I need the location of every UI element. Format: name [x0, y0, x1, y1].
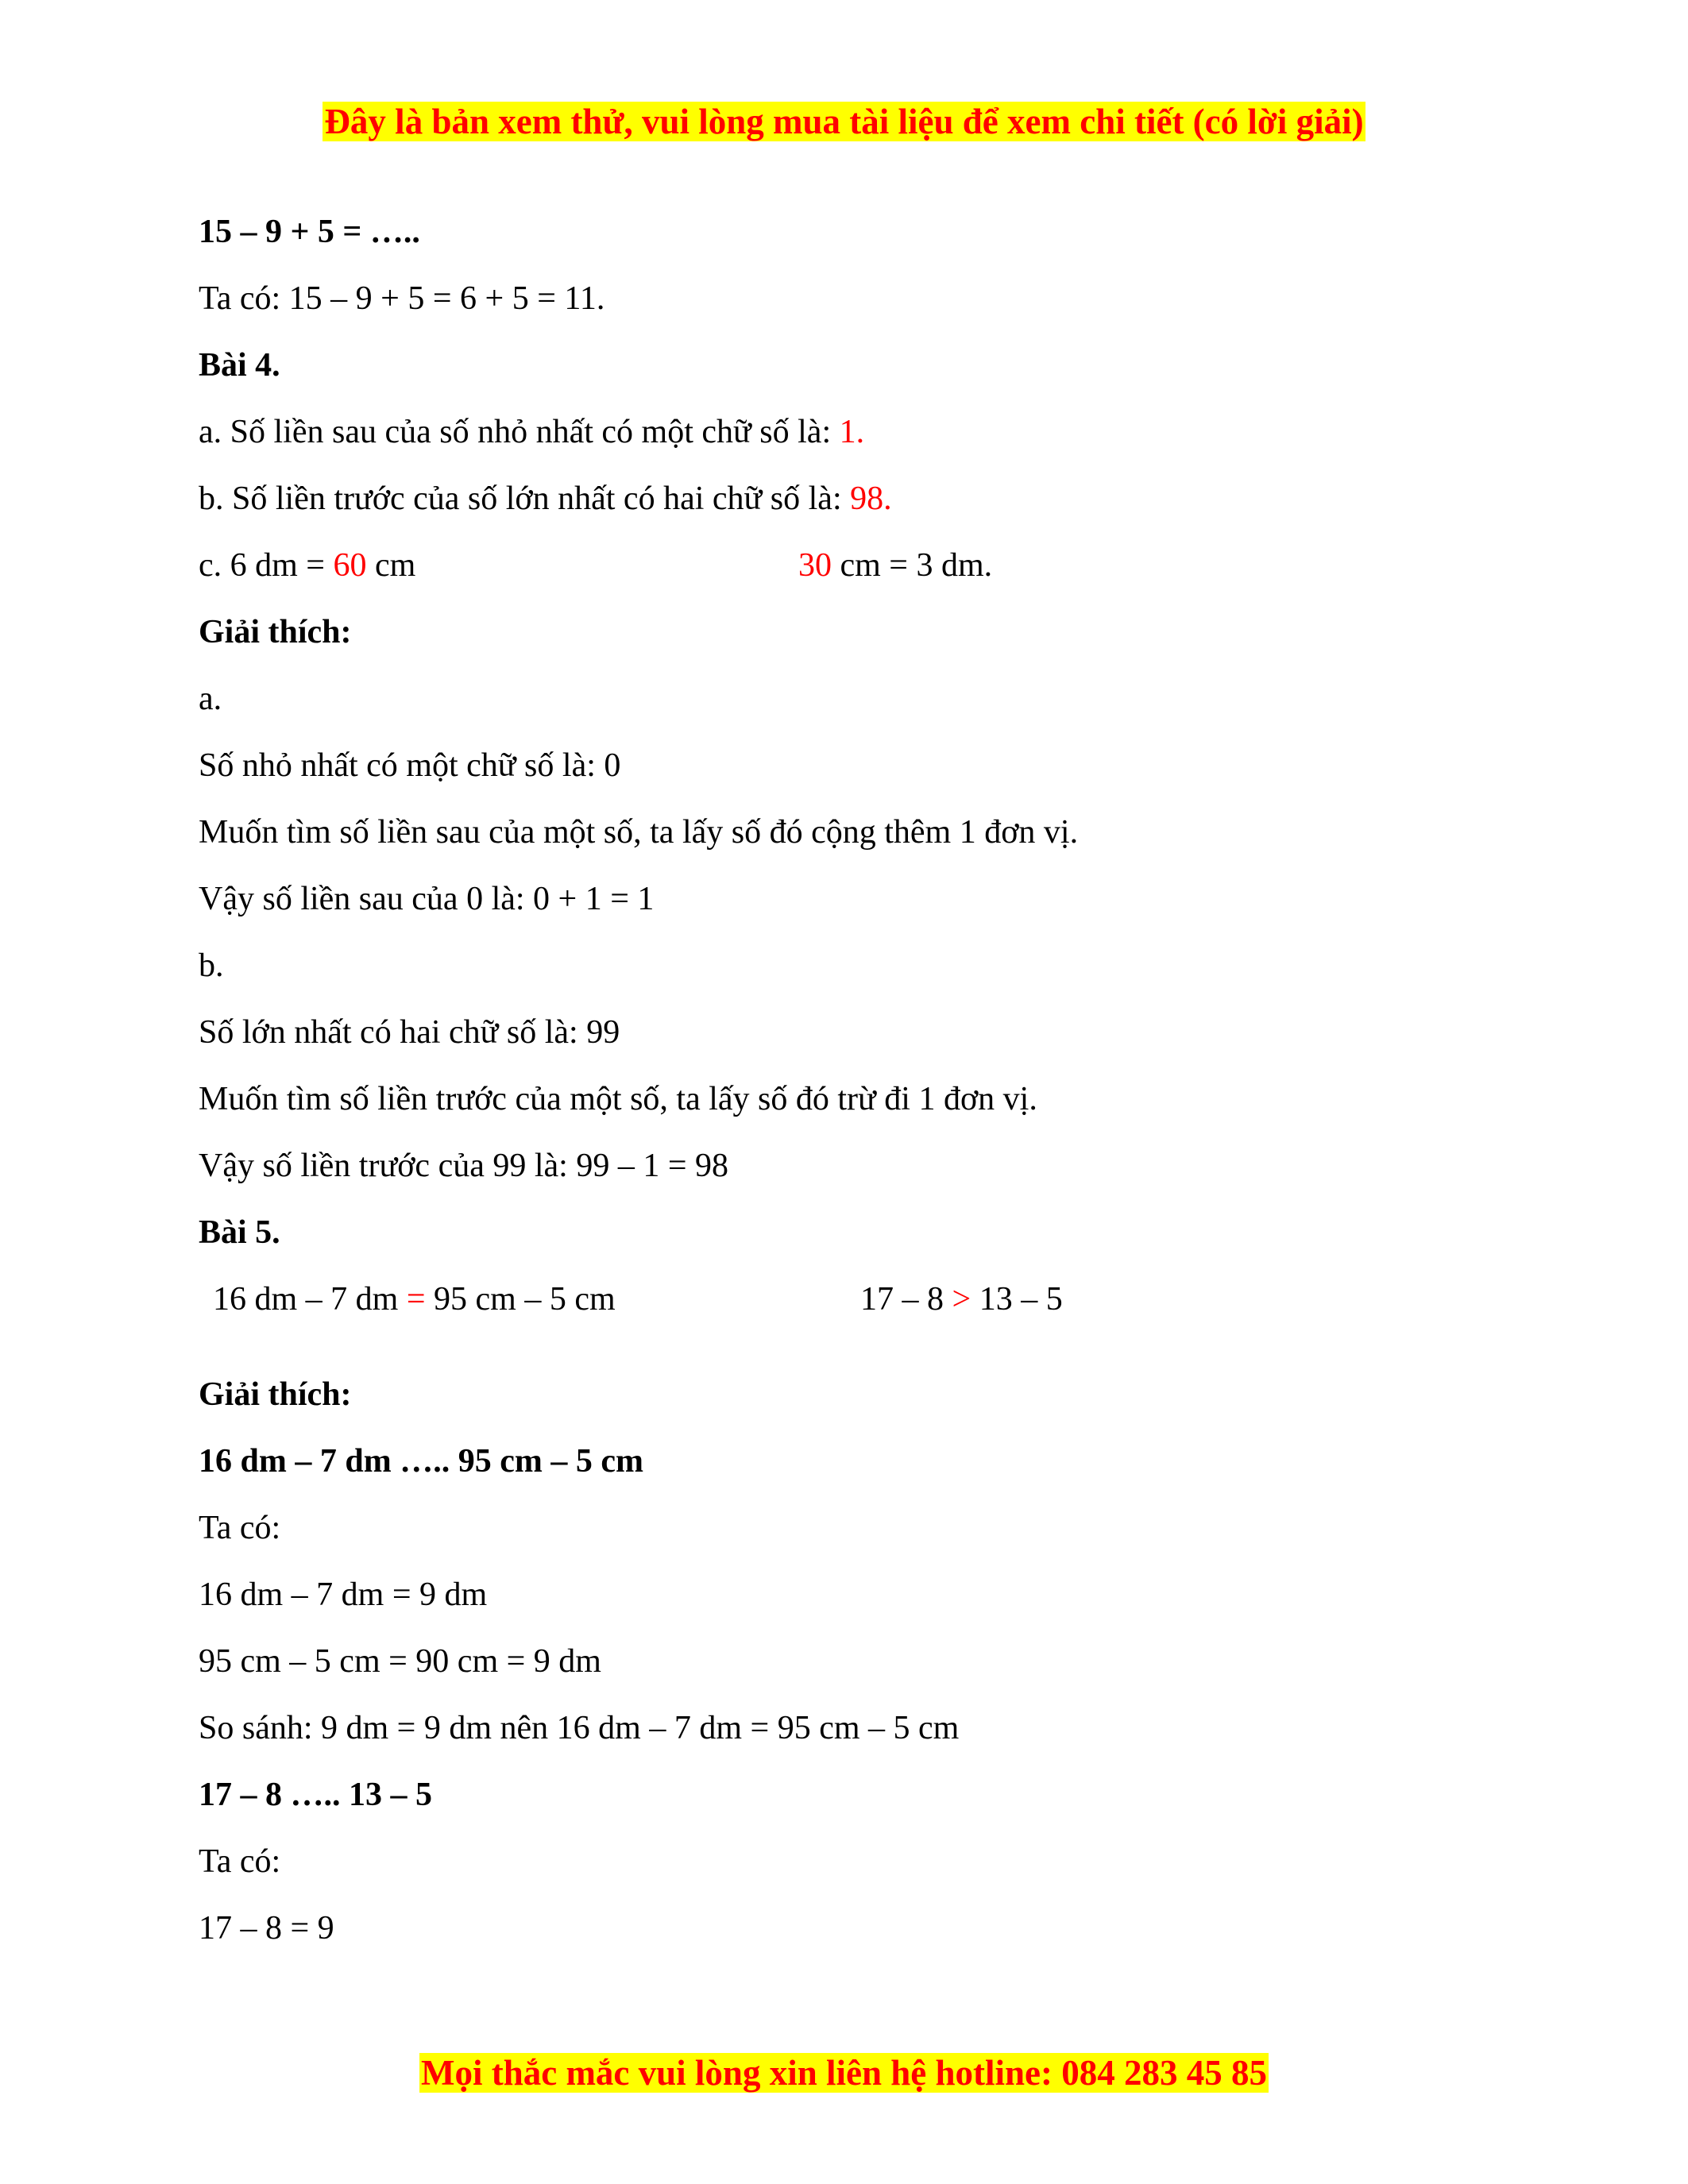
bai4-title: Bài 4.	[199, 347, 280, 384]
bai5-part2-line: 17 – 8 = 9	[199, 1910, 334, 1947]
bai5-right-answer	[860, 1266, 1063, 1333]
bai4-c-right-answer: 30	[798, 547, 832, 584]
bai3-expression: 15 – 9 + 5 = …..	[199, 214, 420, 250]
bai5-right-post: 13 – 5	[971, 1281, 1063, 1318]
bai5-part1-line: Ta có:	[199, 1510, 281, 1546]
preview-notice-banner	[0, 99, 1688, 144]
spacer	[199, 1333, 1509, 1361]
bai4-explain-line: Muốn tìm số liền sau của một số, ta lấy số đó cộng thêm 1 đơn vị.	[199, 814, 1079, 851]
bai4-c-left-pre: c. 6 dm =	[199, 547, 334, 584]
bai5-left-post: 95 cm – 5 cm	[425, 1281, 616, 1318]
bai5-part2-line: Ta có:	[199, 1843, 281, 1880]
bai4-explain-line: Muốn tìm số liền trước của một số, ta lấy số đó trừ đi 1 đơn vị.	[199, 1081, 1037, 1117]
bai4-explain-line: a.	[199, 681, 222, 717]
bai5-part2-title: 17 – 8 ….. 13 – 5	[199, 1777, 432, 1813]
bai4-explain-line: Số nhỏ nhất có một chữ số là: 0	[199, 747, 621, 784]
bai4-explain-line: Vậy số liền sau của 0 là: 0 + 1 = 1	[199, 881, 655, 917]
preview-notice-text: Đây là bản xem thử, vui lòng mua tài liệu để xem chi tiết (có lời giải)	[324, 102, 1364, 141]
bai5-right-pre: 17 – 8	[860, 1281, 952, 1318]
bai5-right-sign: >	[952, 1281, 971, 1318]
bai5-explain-title: Giải thích:	[199, 1376, 352, 1413]
bai4-explain-line: Số lớn nhất có hai chữ số là: 99	[199, 1014, 620, 1051]
bai4-c-right	[798, 532, 992, 599]
hotline-banner	[0, 2051, 1688, 2095]
bai4-explain-title: Giải thích:	[199, 614, 352, 650]
bai5-left-answer	[199, 1281, 616, 1318]
bai5-part1-line: 16 dm – 7 dm = 9 dm	[199, 1576, 488, 1613]
bai5-title: Bài 5.	[199, 1214, 280, 1251]
bai3-solution: Ta có: 15 – 9 + 5 = 6 + 5 = 11.	[199, 280, 605, 317]
bai4-c-right-post: cm = 3 dm.	[832, 547, 993, 584]
bai4-c-left-answer: 60	[333, 547, 367, 584]
bai5-left-sign: =	[406, 1281, 426, 1318]
bai5-part1-line: So sánh: 9 dm = 9 dm nên 16 dm – 7 dm = 95 cm – 5 cm	[199, 1710, 960, 1746]
bai4-explain-line: Vậy số liền trước của 99 là: 99 – 1 = 98	[199, 1148, 729, 1184]
hotline-text: Mọi thắc mắc vui lòng xin liên hệ hotline: 084 283 45 85	[420, 2053, 1267, 2093]
bai4-item-b	[199, 465, 1509, 532]
bai5-answers	[199, 1266, 1509, 1333]
bai4-b-text: b. Số liền trước của số lớn nhất có hai chữ số là:	[199, 480, 851, 517]
bai5-left-pre: 16 dm – 7 dm	[213, 1281, 407, 1318]
bai4-item-c	[199, 532, 1509, 599]
bai4-explain-line: b.	[199, 947, 224, 984]
bai4-c-left	[199, 547, 415, 584]
document-body	[199, 199, 1509, 1962]
bai4-b-answer: 98.	[850, 480, 892, 517]
bai4-item-a	[199, 399, 1509, 465]
bai4-a-text: a. Số liền sau của số nhỏ nhất có một chữ số là:	[199, 414, 840, 450]
bai4-c-left-post: cm	[366, 547, 416, 584]
bai4-a-answer: 1.	[839, 414, 865, 450]
bai5-part1-line: 95 cm – 5 cm = 90 cm = 9 dm	[199, 1643, 601, 1680]
bai5-part1-title: 16 dm – 7 dm ….. 95 cm – 5 cm	[199, 1443, 643, 1480]
